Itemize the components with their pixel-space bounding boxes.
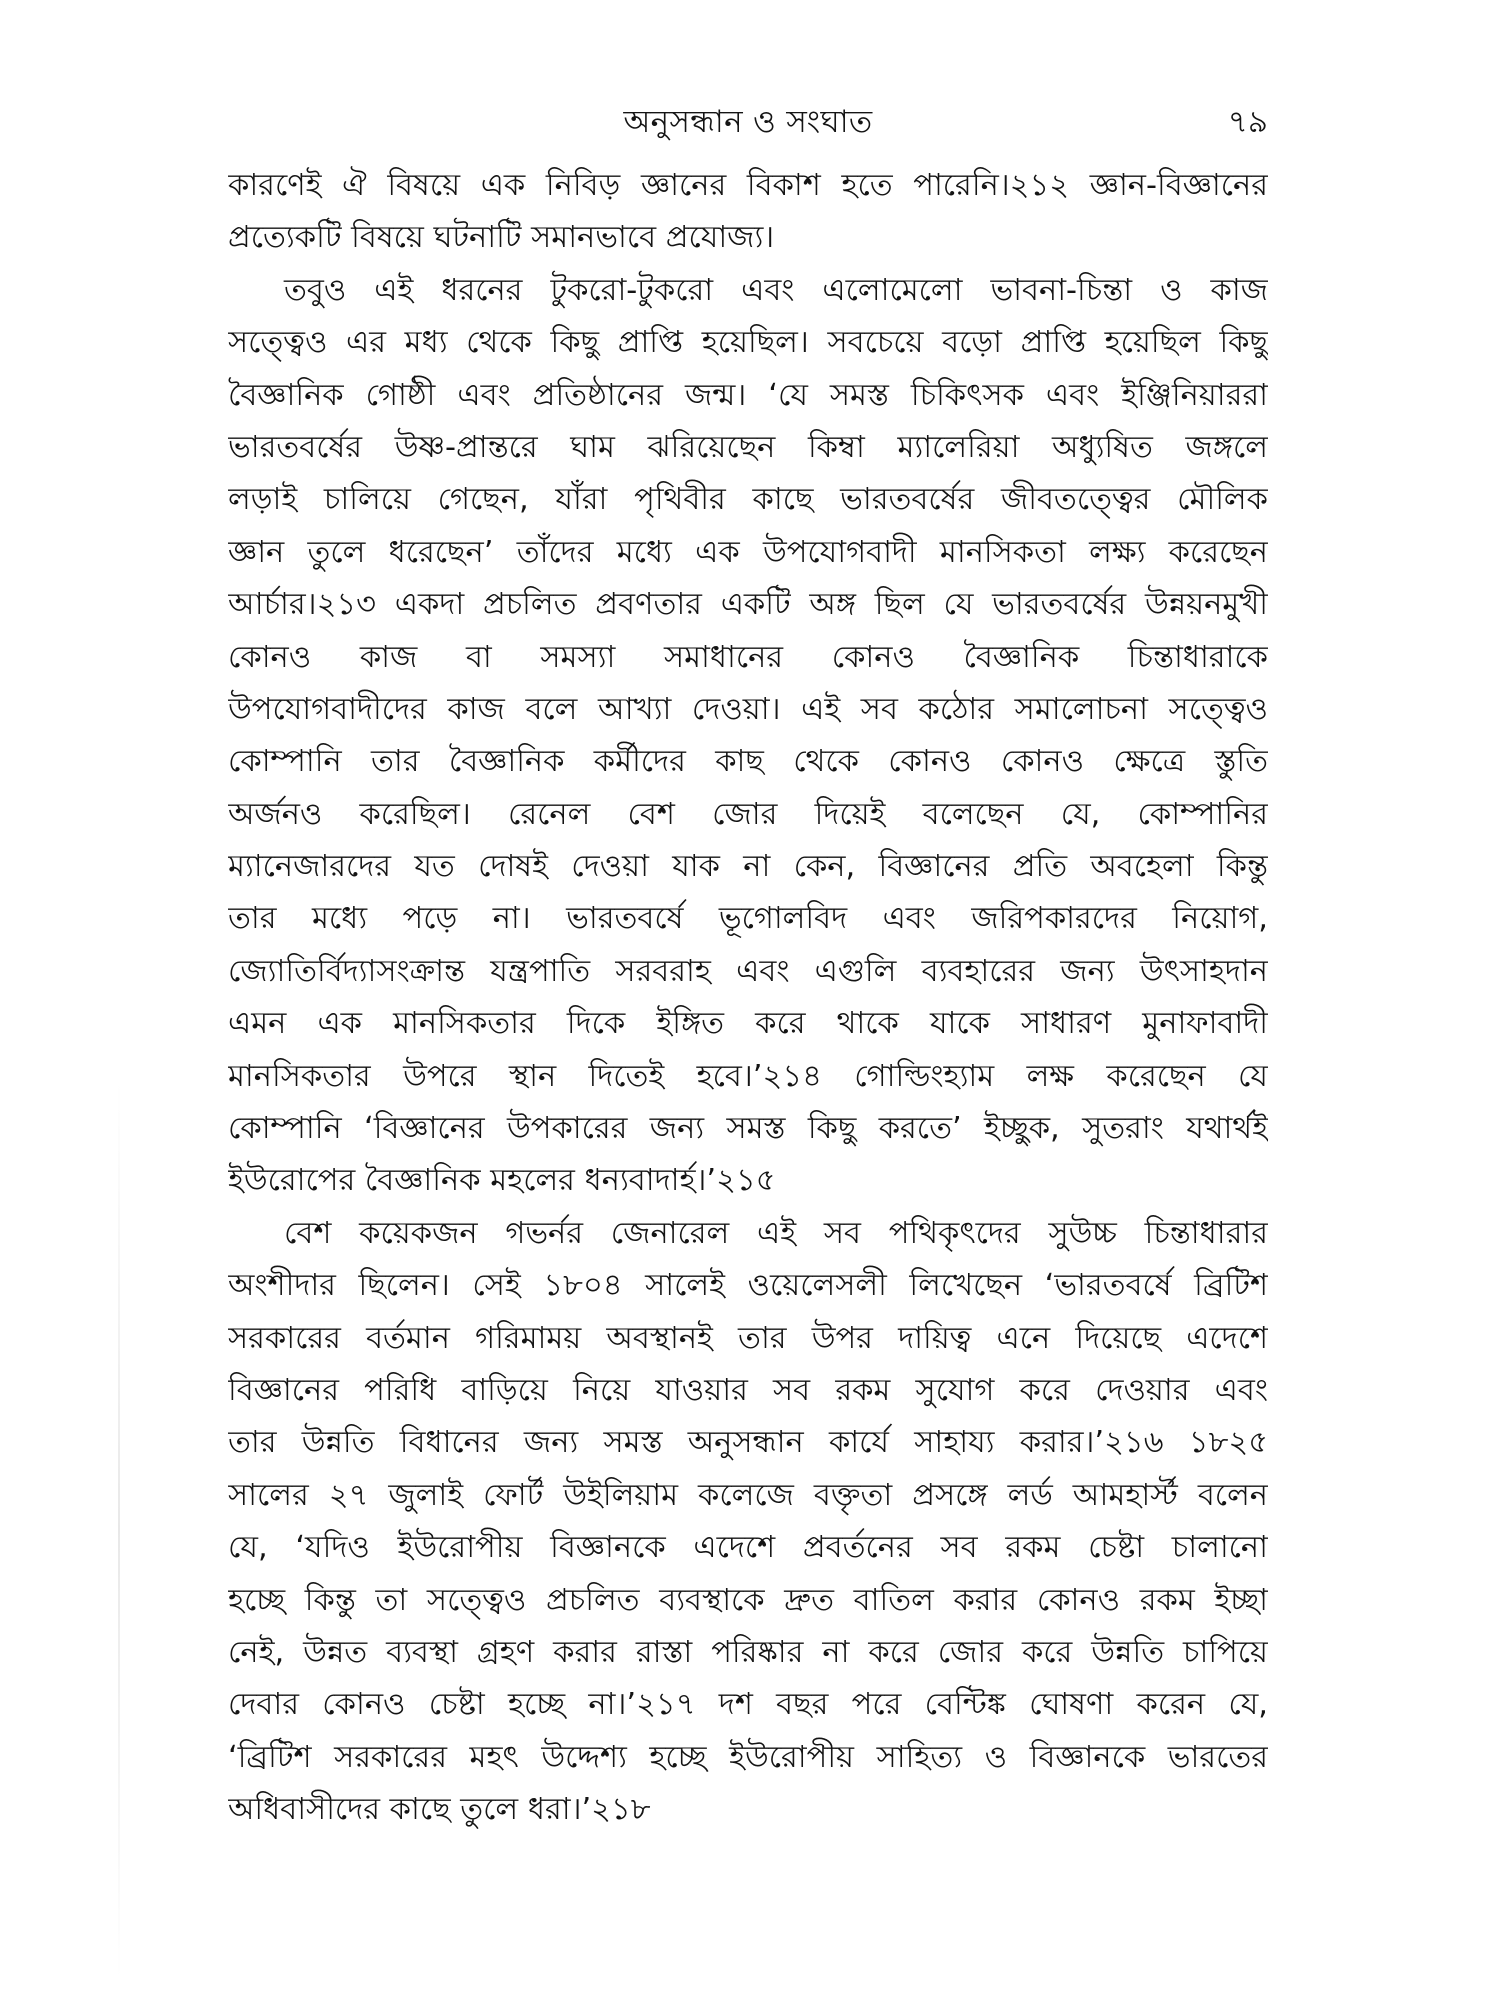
text-line: যে, ‘যদিও ইউরোপীয় বিজ্ঞানকে এদেশে প্রবর্তনের সব রকম চেষ্টা চালানো	[228, 1530, 1268, 1566]
text-line: বেশ কয়েকজন গভর্নর জেনারেল এই সব পথিকৃৎদের সুউচ্চ চিন্তাধারার	[284, 1215, 1268, 1251]
text-line: দেবার কোনও চেষ্টা হচ্ছে না।’২১৭ দশ বছর পরে বেন্টিঙ্ক ঘোষণা করেন যে,	[228, 1687, 1268, 1723]
running-title: অনুসন্ধান ও সংঘাত	[623, 104, 873, 140]
text-line: কোম্পানি ‘বিজ্ঞানের উপকারের জন্য সমস্ত কিছু করতে’ ইচ্ছুক, সুতরাং যথার্থই	[228, 1111, 1268, 1147]
text-line: লড়াই চালিয়ে গেছেন, যাঁরা পৃথিবীর কাছে ভারতবর্ষের জীবতত্ত্বের মৌলিক	[228, 482, 1268, 518]
text-line: সত্ত্বেও এর মধ্য থেকে কিছু প্রাপ্তি হয়েছিল। সবচেয়ে বড়ো প্রাপ্তি হয়েছিল কিছু	[228, 325, 1268, 361]
text-line: ইউরোপের বৈজ্ঞানিক মহলের ধন্যবাদার্হ।’২১৫	[228, 1163, 776, 1199]
text-line: সরকারের বর্তমান গরিমাময় অবস্থানই তার উপর দায়িত্ব এনে দিয়েছে এদেশে	[228, 1320, 1268, 1356]
body-text	[228, 160, 1268, 1837]
text-line: তার উন্নতি বিধানের জন্য সমস্ত অনুসন্ধান কার্যে সাহায্য করার।’২১৬ ১৮২৫	[228, 1425, 1268, 1461]
page-number: ৭৯	[1227, 104, 1268, 140]
text-line: অধিবাসীদের কাছে তুলে ধরা।’২১৮	[228, 1792, 651, 1828]
text-line: মানসিকতার উপরে স্থান দিতেই হবে।’২১৪ গোল্ডিংহ্যাম লক্ষ করেছেন যে	[228, 1058, 1268, 1094]
text-line: কারণেই ঐ বিষয়ে এক নিবিড় জ্ঞানের বিকাশ হতে পারেনি।২১২ জ্ঞান-বিজ্ঞানের	[228, 168, 1268, 203]
text-line: বিজ্ঞানের পরিধি বাড়িয়ে নিয়ে যাওয়ার সব রকম সুযোগ করে দেওয়ার এবং	[228, 1372, 1268, 1408]
text-line: বৈজ্ঞানিক গোষ্ঠী এবং প্রতিষ্ঠানের জন্ম। ‘যে সমস্ত চিকিৎসক এবং ইঞ্জিনিয়াররা	[228, 377, 1268, 413]
text-line: কোম্পানি তার বৈজ্ঞানিক কর্মীদের কাছ থেকে কোনও কোনও ক্ষেত্রে স্তুতি	[228, 744, 1268, 780]
text-line: জ্ঞান তুলে ধরেছেন’ তাঁদের মধ্যে এক উপযোগবাদী মানসিকতা লক্ষ্য করেছেন	[228, 534, 1268, 570]
text-line: নেই, উন্নত ব্যবস্থা গ্রহণ করার রাস্তা পরিষ্কার না করে জোর করে উন্নতি চাপিয়ে	[228, 1634, 1268, 1670]
text-line: ‘ব্রিটিশ সরকারের মহৎ উদ্দেশ্য হচ্ছে ইউরোপীয় সাহিত্য ও বিজ্ঞানকে ভারতের	[228, 1739, 1268, 1775]
text-line: এমন এক মানসিকতার দিকে ইঙ্গিত করে থাকে যাকে সাধারণ মুনাফাবাদী	[228, 1006, 1268, 1042]
text-line: কোনও কাজ বা সমস্যা সমাধানের কোনও বৈজ্ঞানিক চিন্তাধারাকে	[228, 639, 1268, 675]
text-line: তবুও এই ধরনের টুকরো-টুকরো এবং এলোমেলো ভাবনা-চিন্তা ও কাজ	[284, 272, 1268, 308]
text-line: জ্যোতির্বিদ্যাসংক্রান্ত যন্ত্রপাতি সরবরাহ এবং এগুলি ব্যবহারের জন্য উৎসাহদান	[228, 953, 1268, 989]
text-line: অংশীদার ছিলেন। সেই ১৮০৪ সালেই ওয়েলেসলী লিখেছেন ‘ভারতবর্ষে ব্রিটিশ	[228, 1268, 1268, 1304]
text-line: ম্যানেজারদের যত দোষই দেওয়া যাক না কেন, বিজ্ঞানের প্রতি অবহেলা কিন্তু	[228, 849, 1268, 885]
running-header	[228, 98, 1268, 146]
text-line: উপযোগবাদীদের কাজ বলে আখ্যা দেওয়া। এই সব কঠোর সমালোচনা সত্ত্বেও	[228, 691, 1268, 727]
text-line: আর্চার।২১৩ একদা প্রচলিত প্রবণতার একটি অঙ্গ ছিল যে ভারতবর্ষের উন্নয়নমুখী	[228, 587, 1268, 623]
text-line: হচ্ছে কিন্তু তা সত্ত্বেও প্রচলিত ব্যবস্থাকে দ্রুত বাতিল করার কোনও রকম ইচ্ছা	[228, 1582, 1268, 1618]
text-line: প্রত্যেকটি বিষয়ে ঘটনাটি সমানভাবে প্রযোজ্য।	[228, 220, 775, 256]
text-line: সালের ২৭ জুলাই ফোর্ট উইলিয়াম কলেজে বক্তৃতা প্রসঙ্গে লর্ড আমহার্স্ট বলেন	[228, 1477, 1268, 1513]
text-line: তার মধ্যে পড়ে না। ভারতবর্ষে ভূগোলবিদ এবং জরিপকারদের নিয়োগ,	[228, 901, 1268, 937]
text-line: ভারতবর্ষের উষ্ণ-প্রান্তরে ঘাম ঝরিয়েছেন কিম্বা ম্যালেরিয়া অধ্যুষিত জঙ্গলে	[228, 429, 1268, 465]
scan-edge-shadow	[118, 1080, 120, 1980]
text-line: অর্জনও করেছিল। রেনেল বেশ জোর দিয়েই বলেছেন যে, কোম্পানির	[228, 796, 1268, 832]
